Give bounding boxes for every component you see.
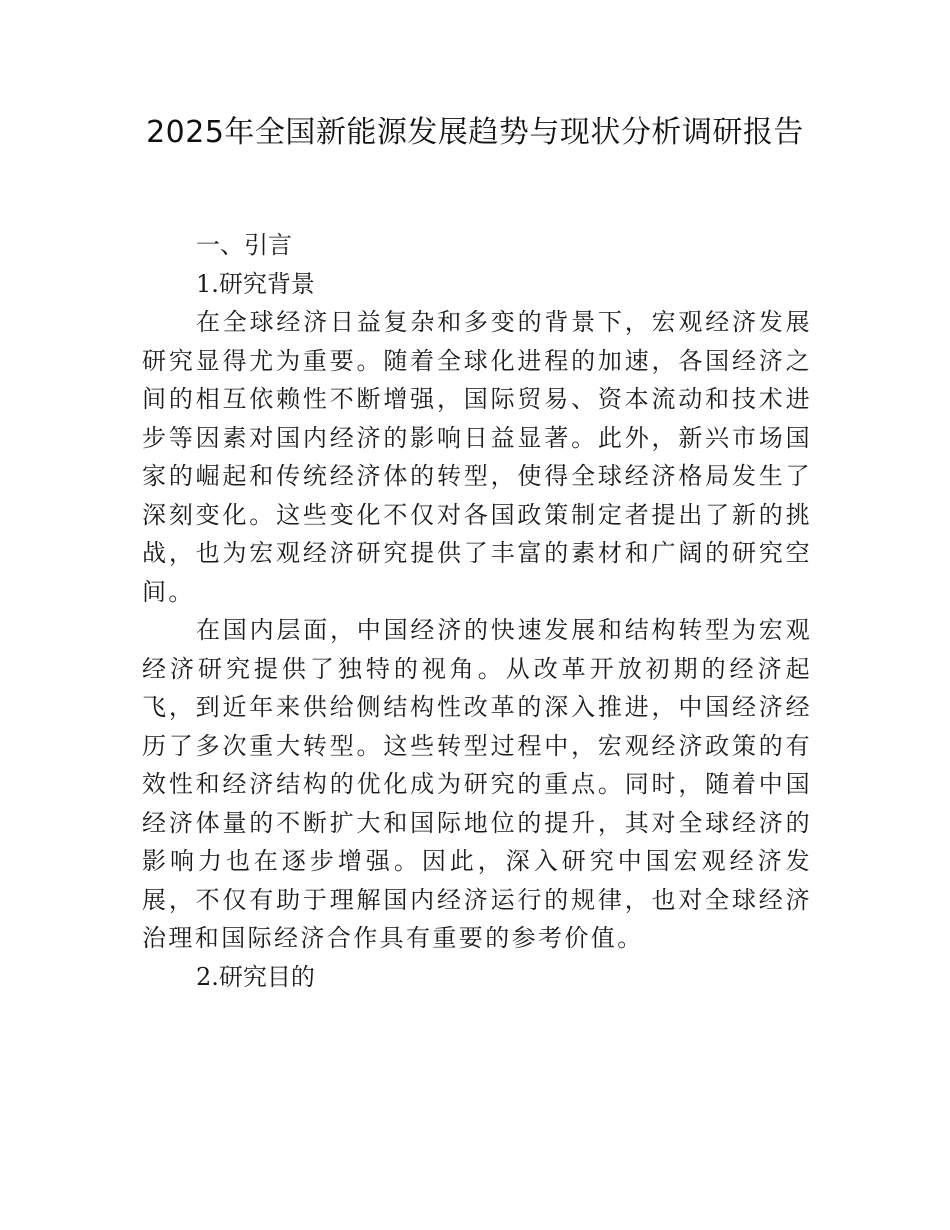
paragraph-domestic-background: 在国内层面，中国经济的快速发展和结构转型为宏观经济研究提供了独特的视角。从改革开放初期的经济起飞，到近年来供给侧结构性改革的深入推进，中国经济经历了多次重大转型。这些转型过程中，宏观经济政策的有效性和经济结构的优化成为研究的重点。同时，随着中国经济体量的不断扩大和国际地位的提升，其对全球经济的影响力也在逐步增强。因此，深入研究中国宏观经济发展，不仅有助于理解国内经济运行的规律，也对全球经济治理和国际经济合作具有重要的参考价值。 (142, 616, 812, 952)
document-title: 2025年全国新能源发展趋势与现状分析调研报告 (146, 115, 804, 150)
document-body (142, 226, 812, 996)
subsection-heading-research-purpose: 2.研究目的 (196, 962, 315, 991)
subsection-heading-research-background: 1.研究背景 (196, 269, 315, 298)
section-heading-introduction: 一、引言 (196, 231, 292, 259)
paragraph-global-background: 在全球经济日益复杂和多变的背景下，宏观经济发展研究显得尤为重要。随着全球化进程的加速，各国经济之间的相互依赖性不断增强，国际贸易、资本流动和技术进步等因素对国内经济的影响日益显著。此外，新兴市场国家的崛起和传统经济体的转型，使得全球经济格局发生了深刻变化。这些变化不仅对各国政策制定者提出了新的挑战，也为宏观经济研究提供了丰富的素材和广阔的研究空间。 (142, 308, 812, 606)
